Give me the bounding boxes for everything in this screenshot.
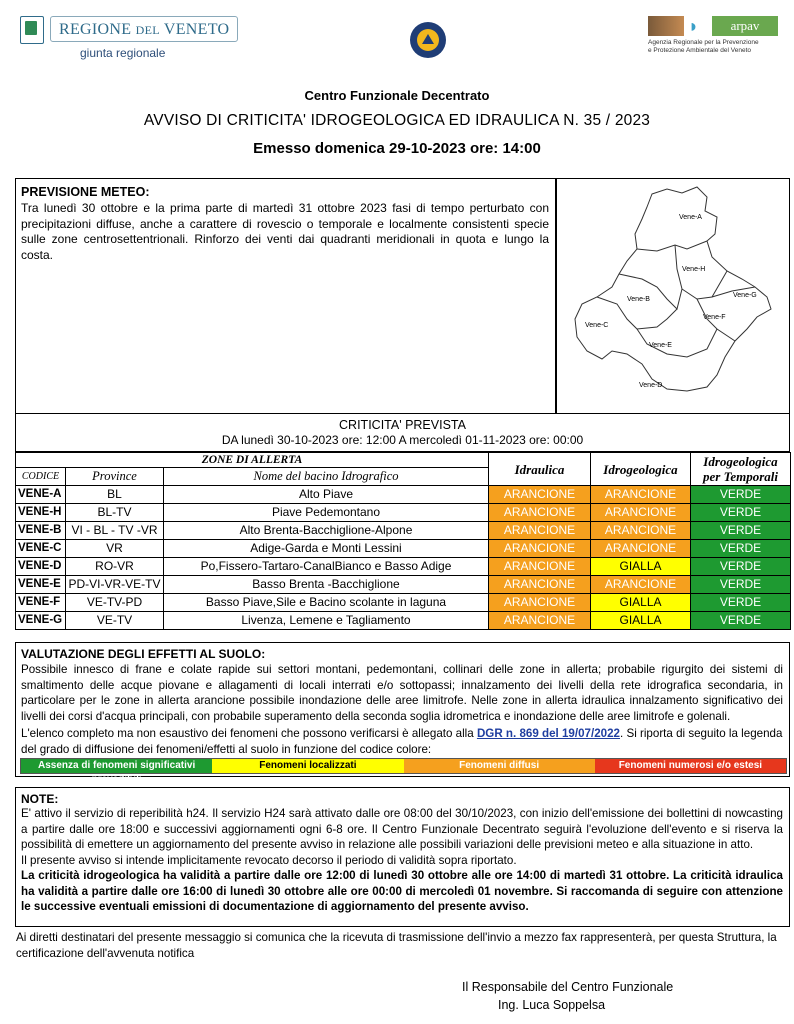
regione-subtitle: giunta regionale bbox=[80, 46, 166, 60]
zone-idraulica-level: ARANCIONE bbox=[489, 486, 591, 504]
zone-province: VR bbox=[66, 540, 164, 558]
zone-code: VENE-E bbox=[16, 576, 66, 594]
zone-idrogeologica-level: ARANCIONE bbox=[591, 540, 691, 558]
regione-emblem-icon bbox=[20, 16, 44, 44]
zone-idraulica-level: ARANCIONE bbox=[489, 558, 591, 576]
valutazione-text: Possibile innesco di frane e colate rapide sui settori montani, pedemontani, collinari delle zone in allerta; probabile rigurgito dei sistemi di smaltimento delle acque piovane e allagamenti di locali interrati e/o sottopassi; innalzamento dei livelli della rete idrografica secondaria, in particolare per le zone in allerta arancione possibile inondazione delle aree limitrofe. Nelle zone in allerta idraulica innalzamento significativo dei livelli dei corsi d'acqua principali, con probabile superamento della seconda soglia idrometrica e inondazione delle aree limitrofe e golenali. bbox=[21, 663, 783, 723]
zone-idrogeologica-level: ARANCIONE bbox=[591, 486, 691, 504]
legend-green: Assenza di fenomeni significativi prevedibili bbox=[21, 759, 212, 773]
zone-idrogeologica-level: ARANCIONE bbox=[591, 504, 691, 522]
zone-temporali-level: VERDE bbox=[691, 594, 791, 612]
zone-code: VENE-A bbox=[16, 486, 66, 504]
zone-temporali-level: VERDE bbox=[691, 576, 791, 594]
zone-province: BL-TV bbox=[66, 504, 164, 522]
previsione-meteo-section bbox=[15, 178, 556, 414]
zone-idraulica-level: ARANCIONE bbox=[489, 504, 591, 522]
zone-code: VENE-H bbox=[16, 504, 66, 522]
zone-temporali-level: VERDE bbox=[691, 612, 791, 630]
map-label-vene-c: Vene-C bbox=[585, 322, 609, 329]
emesso-date: Emesso domenica 29-10-2023 ore: 14:00 bbox=[253, 140, 541, 157]
zone-code: VENE-C bbox=[16, 540, 66, 558]
zone-idraulica-level: ARANCIONE bbox=[489, 540, 591, 558]
zone-row bbox=[16, 504, 791, 522]
zone-idraulica-level: ARANCIONE bbox=[489, 594, 591, 612]
zone-idraulica-level: ARANCIONE bbox=[489, 576, 591, 594]
footer-notice: Ai diretti destinatari del presente messaggio si comunica che la ricevuta di trasmissione dell'invio a mezzo fax rappresenterà, per questa Struttura, la certificazione dell'avvenuta notifica bbox=[16, 931, 777, 960]
valutazione-text-2 bbox=[21, 726, 783, 757]
zone-idraulica-level: ARANCIONE bbox=[489, 522, 591, 540]
valutazione-effetti-section bbox=[15, 642, 790, 785]
zone-code: VENE-B bbox=[16, 522, 66, 540]
valutazione-text-2-pre: L'elenco completo ma non esaustivo dei fenomeni che possono verificarsi è allegato alla bbox=[21, 727, 477, 740]
regione-title-veneto: VENETO bbox=[163, 21, 230, 38]
zone-temporali-level: VERDE bbox=[691, 486, 791, 504]
note-section bbox=[15, 787, 790, 927]
criticita-title: CRITICITA' PREVISTA bbox=[339, 418, 466, 432]
zone-idrogeologica-level: GIALLA bbox=[591, 594, 691, 612]
criticita-period: DA lunedì 30-10-2023 ore: 12:00 A mercoledì 01-11-2023 ore: 00:00 bbox=[221, 433, 584, 447]
zone-province: RO-VR bbox=[66, 558, 164, 576]
zone-idrogeologica-level: ARANCIONE bbox=[591, 522, 691, 540]
col-codice-header: CODICE bbox=[16, 468, 66, 486]
note-paragraph-2: Il presente avviso si intende implicitamente revocato decorso il periodo di validità sopra riportato. bbox=[21, 853, 517, 867]
legend-yellow: Fenomeni localizzati bbox=[212, 759, 403, 773]
zone-bacino: Livenza, Lemene e Tagliamento bbox=[164, 612, 489, 630]
map-label-vene-e: Vene-E bbox=[649, 342, 672, 349]
regione-title bbox=[50, 16, 238, 42]
zone-temporali-level: VERDE bbox=[691, 504, 791, 522]
zone-temporali-level: VERDE bbox=[691, 558, 791, 576]
arpav-desc-line1: Agenzia Regionale per la Prevenzione bbox=[648, 39, 759, 46]
effects-color-legend bbox=[20, 758, 787, 785]
col-temporali-line1: Idrogeologica bbox=[703, 454, 778, 469]
regione-veneto-logo bbox=[20, 14, 230, 68]
alert-zones-map bbox=[556, 178, 790, 414]
arpav-name: arpav bbox=[712, 16, 778, 36]
zone-row bbox=[16, 522, 791, 540]
zone-row bbox=[16, 612, 791, 630]
zone-province: VE-TV bbox=[66, 612, 164, 630]
map-label-vene-h: Vene-H bbox=[682, 266, 706, 273]
zone-province: VE-TV-PD bbox=[66, 594, 164, 612]
meteo-heading: PREVISIONE METEO: bbox=[21, 185, 150, 199]
zone-idrogeologica-level: GIALLA bbox=[591, 558, 691, 576]
zone-bacino: Adige-Garda e Monti Lessini bbox=[164, 540, 489, 558]
col-idraulica-header: Idraulica bbox=[489, 453, 591, 486]
criticita-prevista-header bbox=[15, 414, 790, 452]
note-paragraph-3: La criticità idrogeologica ha validità a partire dalle ore 12:00 di lunedì 30 ottobre alle ore 14:00 di martedì 31 ottobre. La criticità idraulica ha validità a partire dalle ore 16:00 di lunedì 30 ottobre alle ore 00:00 di mercoledì 01 novembre. Si raccomanda di seguire con attenzione le successive eventuali emissioni di documentazione di aggiornamento del presente avviso. bbox=[21, 869, 783, 913]
zone-border-b bbox=[619, 274, 682, 309]
col-temporali-header bbox=[691, 453, 791, 486]
valutazione-heading: VALUTAZIONE DEGLI EFFETTI AL SUOLO: bbox=[21, 647, 266, 661]
centre-title: Centro Funzionale Decentrato bbox=[304, 88, 490, 103]
zone-border-a bbox=[637, 241, 707, 251]
zone-bacino: Po,Fissero-Tartaro-CanalBianco e Basso Adige bbox=[164, 558, 489, 576]
zone-temporali-level: VERDE bbox=[691, 522, 791, 540]
map-label-vene-b: Vene-B bbox=[627, 296, 650, 303]
legend-red: Fenomeni numerosi e/o estesi bbox=[595, 759, 786, 773]
map-label-vene-f: Vene-F bbox=[703, 314, 726, 321]
zone-idrogeologica-level: ARANCIONE bbox=[591, 576, 691, 594]
avviso-title: AVVISO DI CRITICITA' IDROGEOLOGICA ED IDRAULICA N. 35 / 2023 bbox=[143, 112, 651, 129]
signature-role: Il Responsabile del Centro Funzionale bbox=[462, 980, 674, 994]
arpav-description bbox=[648, 39, 794, 55]
regione-title-main: REGIONE bbox=[59, 21, 132, 38]
zone-row bbox=[16, 486, 791, 504]
arpav-swoosh-icon: ◗ bbox=[688, 16, 699, 36]
zone-code: VENE-D bbox=[16, 558, 66, 576]
zone-row bbox=[16, 594, 791, 612]
zone-bacino: Piave Pedemontano bbox=[164, 504, 489, 522]
zone-code: VENE-G bbox=[16, 612, 66, 630]
arpav-logo bbox=[648, 14, 778, 62]
zone-bacino: Alto Piave bbox=[164, 486, 489, 504]
zone-province: BL bbox=[66, 486, 164, 504]
dgr-link[interactable]: DGR n. 869 del 19/07/2022 bbox=[476, 727, 621, 740]
note-paragraph-1: E' attivo il servizio di reperibilità h24. Il servizio H24 sarà attivato dalle ore 08:00 del 30/10/2023, con inizio dell'emissione dei bollettini di nowcasting a partire dalle ore 18:00 e successivi aggiornamenti ogni 6-8 ore. Il Centro Funzionale Decentrato seguirà l'evoluzione dell'evento e si riserva la possibilità di emettere un aggiornamento del presente avviso in relazione alle possibili variazioni delle previsioni meteo e alla situazione in atto. bbox=[21, 807, 783, 851]
protezione-civile-logo-icon bbox=[410, 22, 446, 58]
alert-zones-table bbox=[15, 452, 791, 630]
zone-idraulica-level: ARANCIONE bbox=[489, 612, 591, 630]
meteo-text: Tra lunedì 30 ottobre e la prima parte di martedì 31 ottobre 2023 fasi di tempo perturbato con precipitazioni diffuse, anche a carattere di rovescio o temporale e localmente consistenti specie sulle zone centrosettentrionali. Rinforzo dei venti dai quadranti meridionali in quota e lungo la costa. bbox=[21, 201, 549, 262]
zone-province: VI - BL - TV -VR bbox=[66, 522, 164, 540]
map-label-vene-g: Vene-G bbox=[733, 292, 757, 299]
zone-header: ZONE DI ALLERTA bbox=[16, 453, 489, 468]
map-label-vene-d: Vene-D bbox=[639, 382, 663, 389]
veneto-map-svg bbox=[557, 179, 789, 413]
col-idrogeologica-header: Idrogeologica bbox=[591, 453, 691, 486]
map-label-vene-a: Vene-A bbox=[679, 214, 702, 221]
arpav-image-icon bbox=[648, 16, 684, 36]
zone-bacino: Alto Brenta-Bacchiglione-Alpone bbox=[164, 522, 489, 540]
col-province-header: Province bbox=[66, 468, 164, 486]
zone-temporali-level: VERDE bbox=[691, 540, 791, 558]
valutazione-text-2-post: . Si riporta di seguito la legenda del grado di diffusione dei fenomeni/effetti al suolo in funzione del codice colore: bbox=[21, 727, 783, 756]
signature-name: Ing. Luca Soppelsa bbox=[498, 998, 606, 1012]
col-bacino-header: Nome del bacino Idrografico bbox=[164, 468, 489, 486]
zone-code: VENE-F bbox=[16, 594, 66, 612]
zone-row bbox=[16, 576, 791, 594]
zone-row bbox=[16, 540, 791, 558]
regione-title-del: DEL bbox=[135, 23, 160, 37]
zone-row bbox=[16, 558, 791, 576]
zone-bacino: Basso Brenta -Bacchiglione bbox=[164, 576, 489, 594]
col-temporali-line2: per Temporali bbox=[703, 469, 778, 484]
arpav-desc-line2: e Protezione Ambientale del Veneto bbox=[648, 47, 751, 54]
zone-bacino: Basso Piave,Sile e Bacino scolante in laguna bbox=[164, 594, 489, 612]
zone-idrogeologica-level: GIALLA bbox=[591, 612, 691, 630]
zone-province: PD-VI-VR-VE-TV bbox=[66, 576, 164, 594]
note-heading: NOTE: bbox=[21, 792, 59, 806]
legend-orange: Fenomeni diffusi bbox=[404, 759, 595, 773]
